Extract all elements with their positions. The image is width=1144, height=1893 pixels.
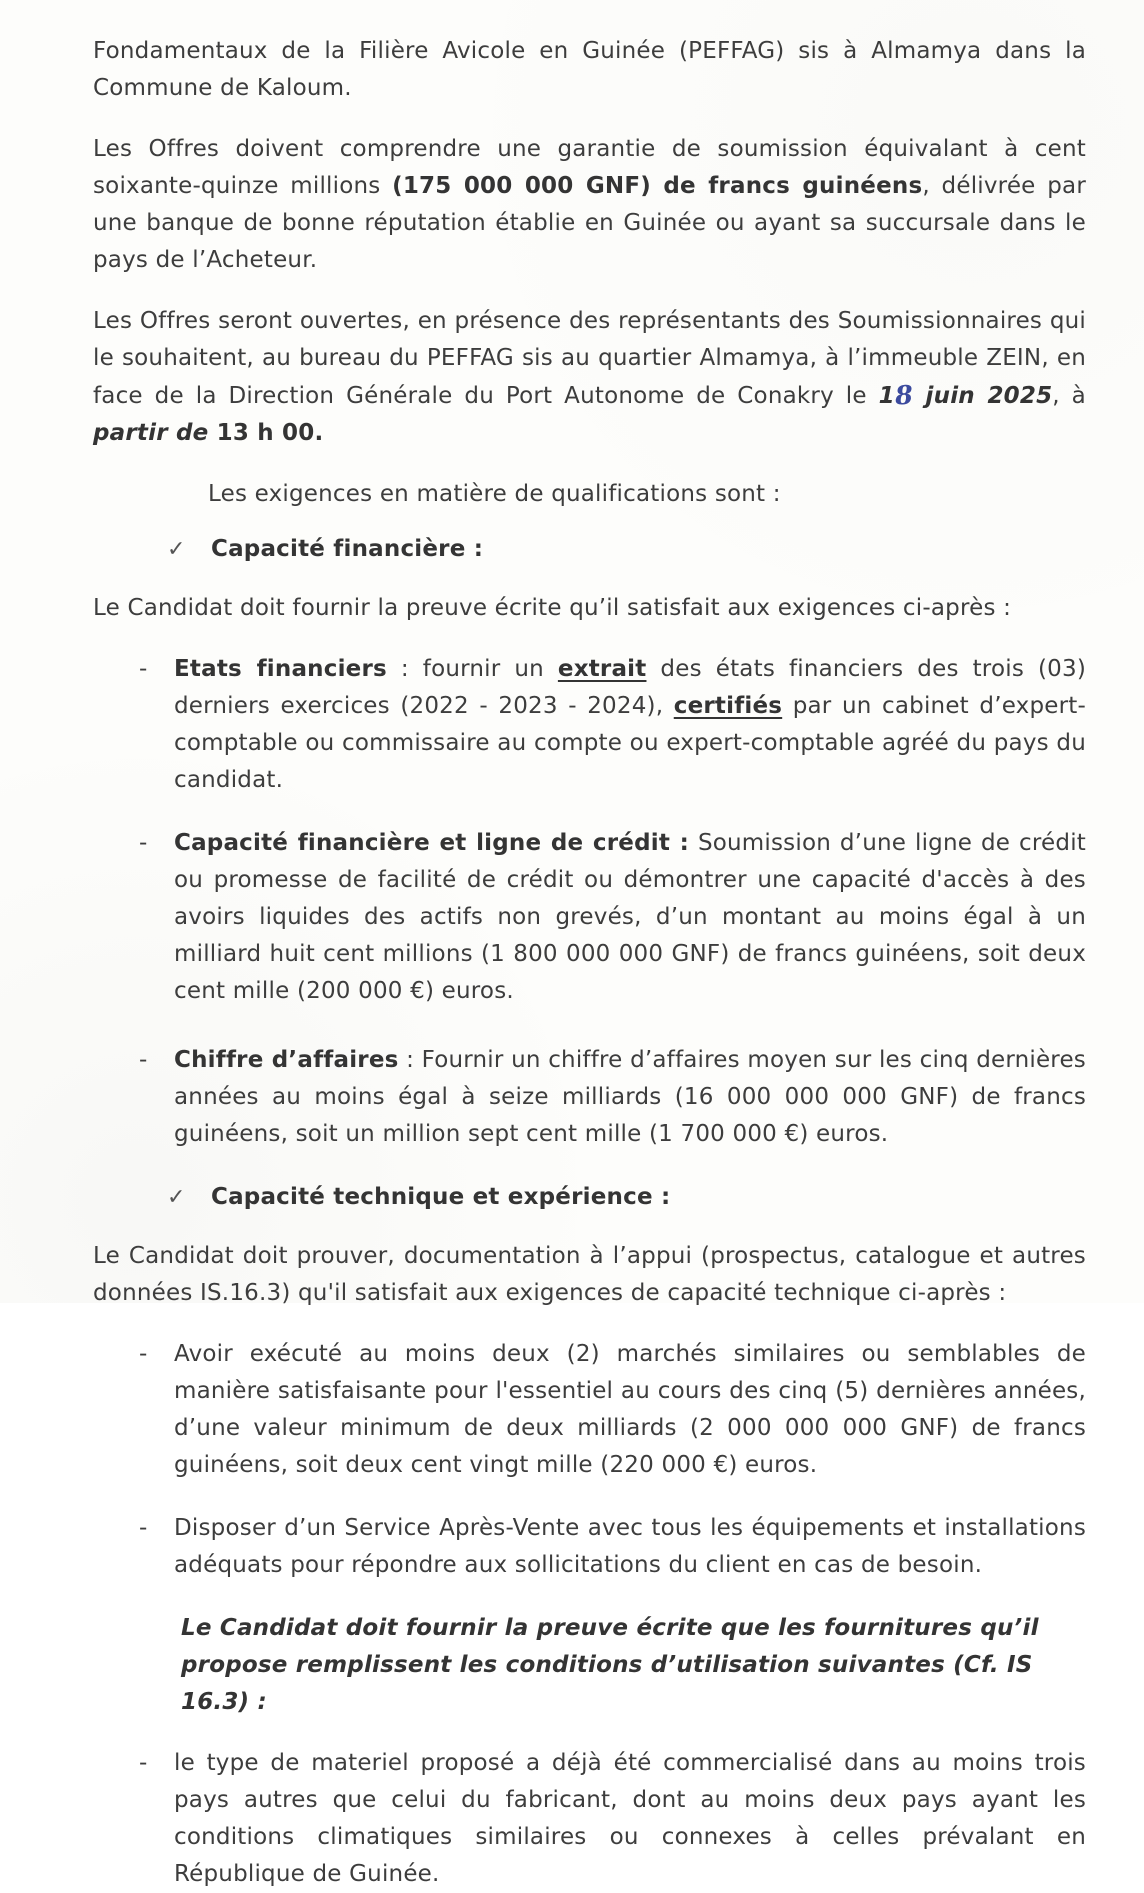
paragraph-intro (93, 33, 1086, 107)
paragraph-ouverture-offres (93, 303, 1086, 452)
ouverture-text-2: , à (1052, 383, 1086, 409)
checklist-item-capacite-financiere (167, 531, 1086, 568)
list-item-text (174, 1510, 1086, 1584)
list-item-marches-similaires (139, 1336, 1086, 1484)
checklist-label: Capacité technique et expérience : (211, 1184, 671, 1210)
list-item-etats-financiers (139, 651, 1086, 799)
garantie-text-1: Les Offres doivent comprendre une garantie de soumission équivalant à cent soixante-quinze millions (93, 136, 1086, 199)
dash-bullet: - (139, 1750, 148, 1776)
etats-text-2: des états financiers des trois (03) derniers exercices (2022 - 2023 - 2024), (174, 656, 1086, 719)
etats-financiers-bold: Etats financiers (174, 656, 387, 682)
list-item-ligne-credit (139, 825, 1086, 1010)
time-bold: 13 h 00. (216, 420, 324, 446)
dash-bullet: - (139, 1515, 148, 1541)
checkmark-icon: ✓ (167, 537, 186, 562)
chiffre-affaires-text: : Fournir un chiffre d’affaires moyen sur les cinq dernières années au moins égal à seize milliards (16 000 000 000 GNF) de francs guinéens, soit un million sept cent mille (1 700 000 €) euros. (174, 1047, 1086, 1147)
chiffre-affaires-bold: Chiffre d’affaires (174, 1047, 399, 1073)
ligne-credit-text: Soumission d’une ligne de crédit ou promesse de facilité de crédit ou démontrer une capacité d'accès à des avoirs liquides des actifs non grevés, d’un montant au moins égal à un milliard huit cent millions (1 800 000 000 GNF) de francs guinéens, soit deux cent mille (200 000 €) euros. (174, 830, 1087, 1004)
garantie-amount-bold: (175 000 000 GNF) de francs guinéens (392, 173, 923, 199)
etats-text-1: : fournir un (386, 656, 558, 682)
paragraph-preuve-ecrite (93, 590, 1086, 627)
certifies-underlined: certifiés (673, 693, 783, 719)
preuve-text: Le Candidat doit fournir la preuve écrite qu’il satisfait aux exigences ci-après : (93, 595, 1012, 621)
list-item-type-materiel (139, 1745, 1086, 1893)
ligne-credit-bold: Capacité financière et ligne de crédit : (174, 830, 690, 856)
list-item-text (174, 1336, 1086, 1484)
date-digit-printed: 1 (878, 383, 895, 409)
list-item-text (174, 1745, 1086, 1893)
dash-bullet: - (139, 1047, 148, 1073)
ouverture-text-1: Les Offres seront ouvertes, en présence des représentants des Soumissionnaires qui le souhaitent, au bureau du PEFFAG sis au quartier Almamya, à l’immeuble ZEIN, en face de la Direction Générale du Port Autonome de Conakry le (93, 308, 1086, 409)
list-item-text (174, 1042, 1086, 1153)
dash-bullet: - (139, 656, 148, 682)
partir-de-bold-italic: partir de (93, 420, 217, 446)
paragraph-prouver-documentation (93, 1238, 1086, 1312)
exigences-text: Les exigences en matière de qualifications sont : (208, 481, 781, 507)
marches-text: Avoir exécuté au moins deux (2) marchés similaires ou semblables de manière satisfaisante pour l'essentiel au cours des cinq (5) dernières années, d’une valeur minimum de deux milliards (2 000 000 000 GNF) de francs guinéens, soit deux cent vingt mille (220 000 €) euros. (174, 1341, 1086, 1478)
checklist-item-capacite-technique (167, 1179, 1086, 1216)
materiel-text: le type de materiel proposé a déjà été commercialisé dans au moins trois pays autres que celui du fabricant, dont au moins deux pays ayant les conditions climatiques similaires ou connexes à celles prévalant en République de Guinée. (174, 1750, 1086, 1887)
extrait-underlined: extrait (557, 656, 647, 682)
list-item-text (174, 825, 1086, 1010)
list-item-service-apres-vente (139, 1510, 1086, 1584)
garantie-text-2: , délivrée par une banque de bonne réputation établie en Guinée ou ayant sa succursale dans le pays de l’Acheteur. (93, 173, 1086, 273)
checkmark-icon: ✓ (167, 1185, 186, 1210)
list-item-chiffre-affaires (139, 1042, 1086, 1153)
fournitures-bold-italic: Le Candidat doit fournir la preuve écrite que les fournitures qu’il propose remplissent les conditions d’utilisation suivantes (Cf. IS 16.3) : (181, 1615, 1039, 1715)
dash-bullet: - (139, 1341, 148, 1367)
prouver-text: Le Candidat doit prouver, documentation à l’appui (prospectus, catalogue et autres données IS.16.3) qu'il satisfait aux exigences de capacité technique ci-après : (93, 1243, 1086, 1306)
paragraph-fournitures-conditions (181, 1610, 1086, 1721)
dash-bullet: - (139, 830, 148, 856)
sav-text: Disposer d’un Service Après-Vente avec tous les équipements et installations adéquats pour répondre aux sollicitations du client en cas de besoin. (174, 1515, 1086, 1578)
paragraph-garantie-soumission (93, 131, 1086, 279)
handwritten-digit: 8 (893, 380, 915, 412)
list-item-text (174, 651, 1086, 799)
paragraph-intro-text: Fondamentaux de la Filière Avicole en Guinée (PEFFAG) sis à Almamya dans la Commune de Kaloum. (93, 38, 1086, 101)
checklist-label: Capacité financière : (211, 536, 484, 562)
date-month-year: juin 2025 (912, 383, 1053, 409)
paragraph-exigences (208, 476, 1086, 513)
etats-text-3: par un cabinet d’expert-comptable ou commissaire au compte ou expert-comptable agréé du pays du candidat. (174, 693, 1086, 793)
